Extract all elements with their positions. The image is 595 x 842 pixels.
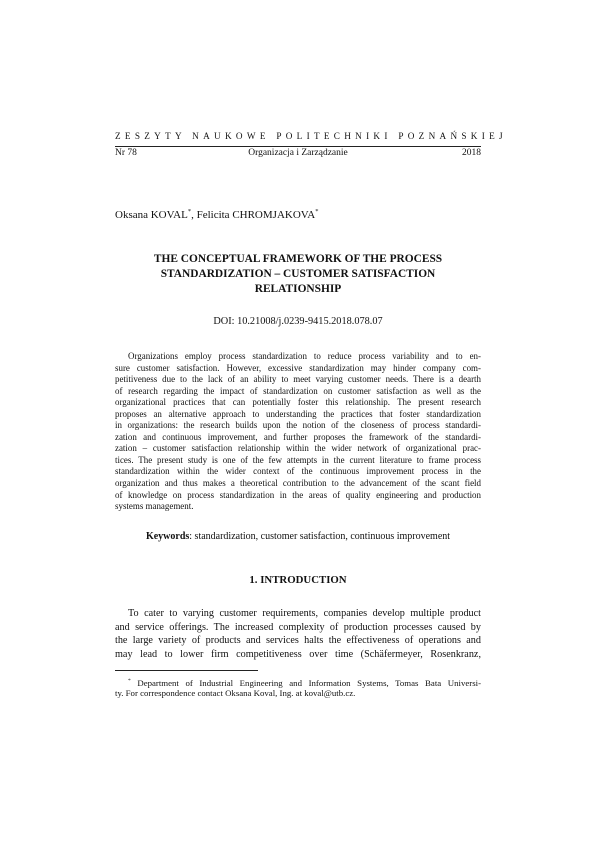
footnote-line <box>115 676 481 688</box>
title-line: RELATIONSHIP <box>254 283 342 295</box>
footnote-line: ty. For correspondence contact Oksana Koval, Ing. at koval@utb.cz. <box>115 687 356 698</box>
footnote-marker: * <box>315 208 319 215</box>
abstract-line: zation – customer satisfaction relationship within the wider network of organizational prac- <box>115 443 481 454</box>
author-name: Felicita CHROMJAKOVA <box>196 209 316 221</box>
journal-name: ZESZYTY NAUKOWE POLITECHNIKI POZNAŃSKIEJ <box>115 131 507 141</box>
abstract-line: organization and thus makes a theoretical contribution to the advancement of the scant field <box>115 478 481 489</box>
abstract-line: petitiveness due to the lack of an ability to meet varying customer needs. There is a dearth <box>115 374 481 385</box>
abstract-line: systems management. <box>115 501 194 512</box>
footnote <box>115 676 481 699</box>
abstract-line: of knowledge on process standardization in the areas of quality engineering and production <box>115 489 481 500</box>
body-line: may lead to lower firm competitiveness over time (Schäfermeyer, Rosenkranz, <box>115 648 481 660</box>
abstract-line: tices. The present study is one of the few attempts in the current literature to frame process <box>115 454 481 465</box>
abstract-line: standardization within the wider context of the continuous improvement process in the <box>115 466 481 477</box>
article-title <box>115 252 481 297</box>
abstract-line: zation and continuous improvement, and further proposes the framework of the standardi- <box>115 431 481 442</box>
keywords <box>115 531 481 542</box>
footnote-rule <box>115 670 258 671</box>
footnote-marker: * <box>187 208 192 215</box>
header-rule <box>115 146 481 147</box>
keywords-text: : standardization, customer satisfaction, continuous improvement <box>189 531 451 542</box>
body-line: and service offerings. The increased complexity of production processes caused by <box>115 621 481 633</box>
abstract-line: sure customer satisfaction. However, excessive standardization may hinder company com- <box>115 362 481 373</box>
introduction-text <box>115 607 481 661</box>
author-list <box>115 208 319 221</box>
author-separator: , <box>191 209 197 221</box>
body-line: To cater to varying customer requirements, companies develop multiple product <box>128 608 481 619</box>
issue-number: Nr 78 <box>115 148 137 158</box>
keywords-label: Keywords <box>145 531 190 542</box>
footnote-affiliation: Department of Industrial Engineering and Information Systems, Tomas Bata Universi- <box>130 678 481 688</box>
author-name: Oksana KOVAL <box>115 209 188 221</box>
abstract-line: proposes an alternative approach to understanding the practices that foster standardization <box>115 408 481 419</box>
title-line: THE CONCEPTUAL FRAMEWORK OF THE PROCESS <box>153 253 443 265</box>
section-heading: 1. INTRODUCTION <box>249 574 347 586</box>
abstract-line: in organizations: the research builds upon the notion of the closeness of process standardi- <box>115 420 481 431</box>
abstract-line: of research regarding the impact of standardization on customer satisfaction as well as the <box>115 385 481 396</box>
abstract-line: organizational practices that can potentially foster this relationship. The present research <box>115 397 481 408</box>
publication-year: 2018 <box>462 148 481 158</box>
abstract-line: Organizations employ process standardization to reduce process variability and to en- <box>128 351 481 361</box>
title-line: STANDARDIZATION – CUSTOMER SATISFACTION <box>160 268 436 280</box>
footnote-marker: * <box>128 678 131 684</box>
journal-series: Organizacja i Zarządzanie <box>248 148 348 158</box>
body-line: the large variety of products and services halts the effectiveness of operations and <box>115 635 481 647</box>
abstract <box>115 351 481 513</box>
doi: DOI: 10.21008/j.0239-9415.2018.078.07 <box>213 316 383 327</box>
